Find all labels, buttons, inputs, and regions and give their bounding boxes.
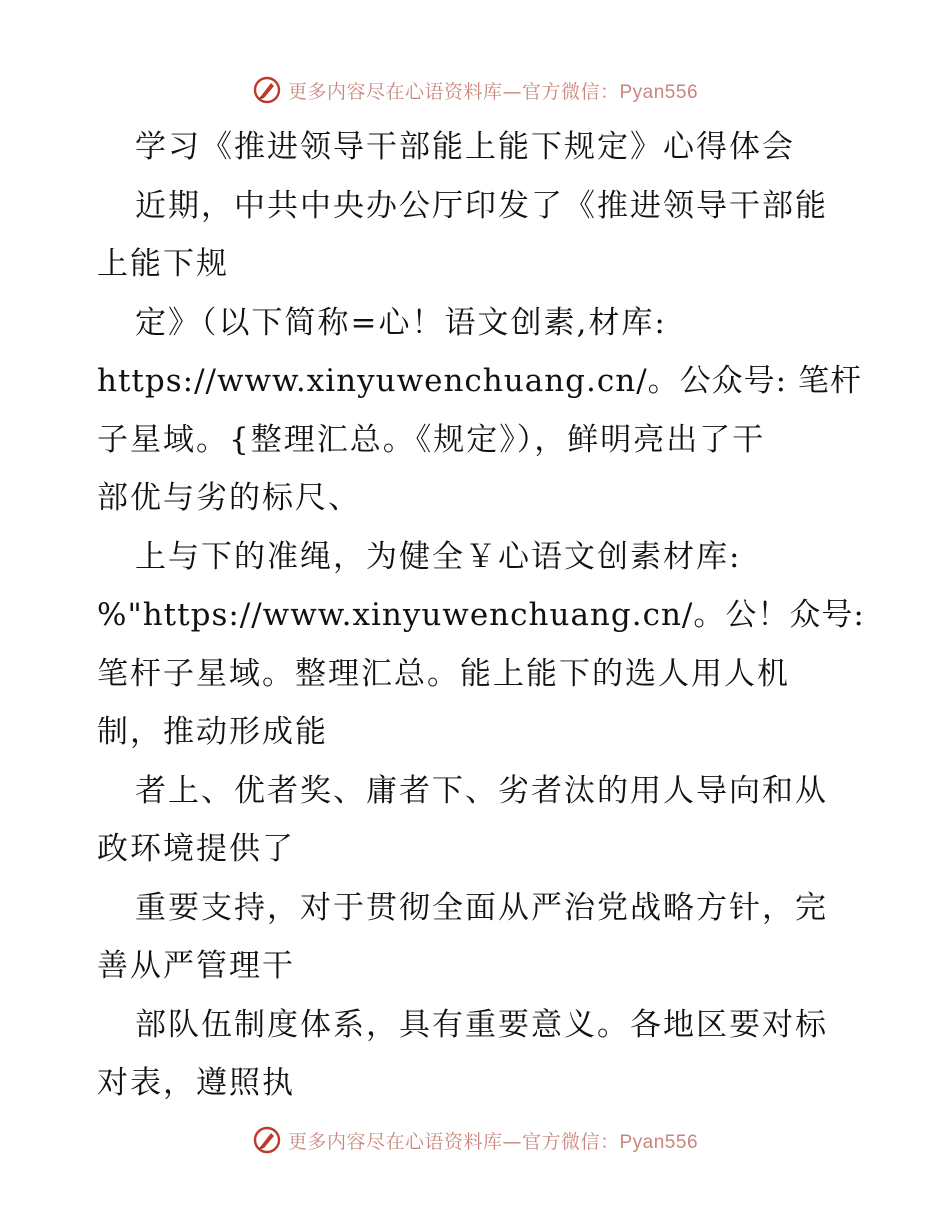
- footer-watermark: [0, 1120, 950, 1160]
- text-line: 近期，中共中央办公厅印发了《推进领导干部能: [135, 187, 828, 224]
- text-line: 子星域。{整理汇总。《规定》），鲜明亮出了干: [97, 421, 766, 458]
- text-line: 定》（以下简称=心！语文创素,材库:: [135, 304, 667, 341]
- watermark-text: 更多内容尽在心语资料库—官方微信：Pyan556: [287, 1130, 699, 1153]
- pen-logo-icon: [252, 1125, 282, 1155]
- text-line: 制，推动形成能: [97, 714, 328, 750]
- document-body: [97, 118, 865, 1113]
- text-line: %"https://www.xinyuwenchuang.cn/。公！众号:: [97, 597, 865, 633]
- text-line: 重要支持，对于贯彻全面从严治党战略方针，完: [135, 889, 828, 926]
- watermark-text: 更多内容尽在心语资料库—官方微信：Pyan556: [287, 80, 699, 103]
- text-line: 上能下规: [97, 246, 229, 282]
- text-line: 善从严管理干: [97, 948, 295, 984]
- text-line: 部优与劣的标尺、: [97, 480, 361, 516]
- header-watermark: [0, 70, 950, 110]
- text-line: 上与下的准绳，为健全￥心语文创素材库:: [135, 538, 742, 575]
- text-line: 部队伍制度体系，具有重要意义。各地区要对标: [135, 1006, 828, 1043]
- document-title: 学习《推进领导干部能上能下规定》心得体会: [135, 129, 795, 165]
- pen-logo-icon: [252, 75, 282, 105]
- text-line: 政环境提供了: [97, 831, 295, 867]
- text-line: 笔杆子星域。整理汇总。能上能下的选人用人机: [97, 655, 790, 692]
- text-line: 对表，遵照执: [97, 1065, 295, 1101]
- text-line: https://www.xinyuwenchuang.cn/。公众号: 笔杆: [97, 363, 862, 399]
- text-line: 者上、优者奖、庸者下、劣者汰的用人导向和从: [135, 772, 828, 809]
